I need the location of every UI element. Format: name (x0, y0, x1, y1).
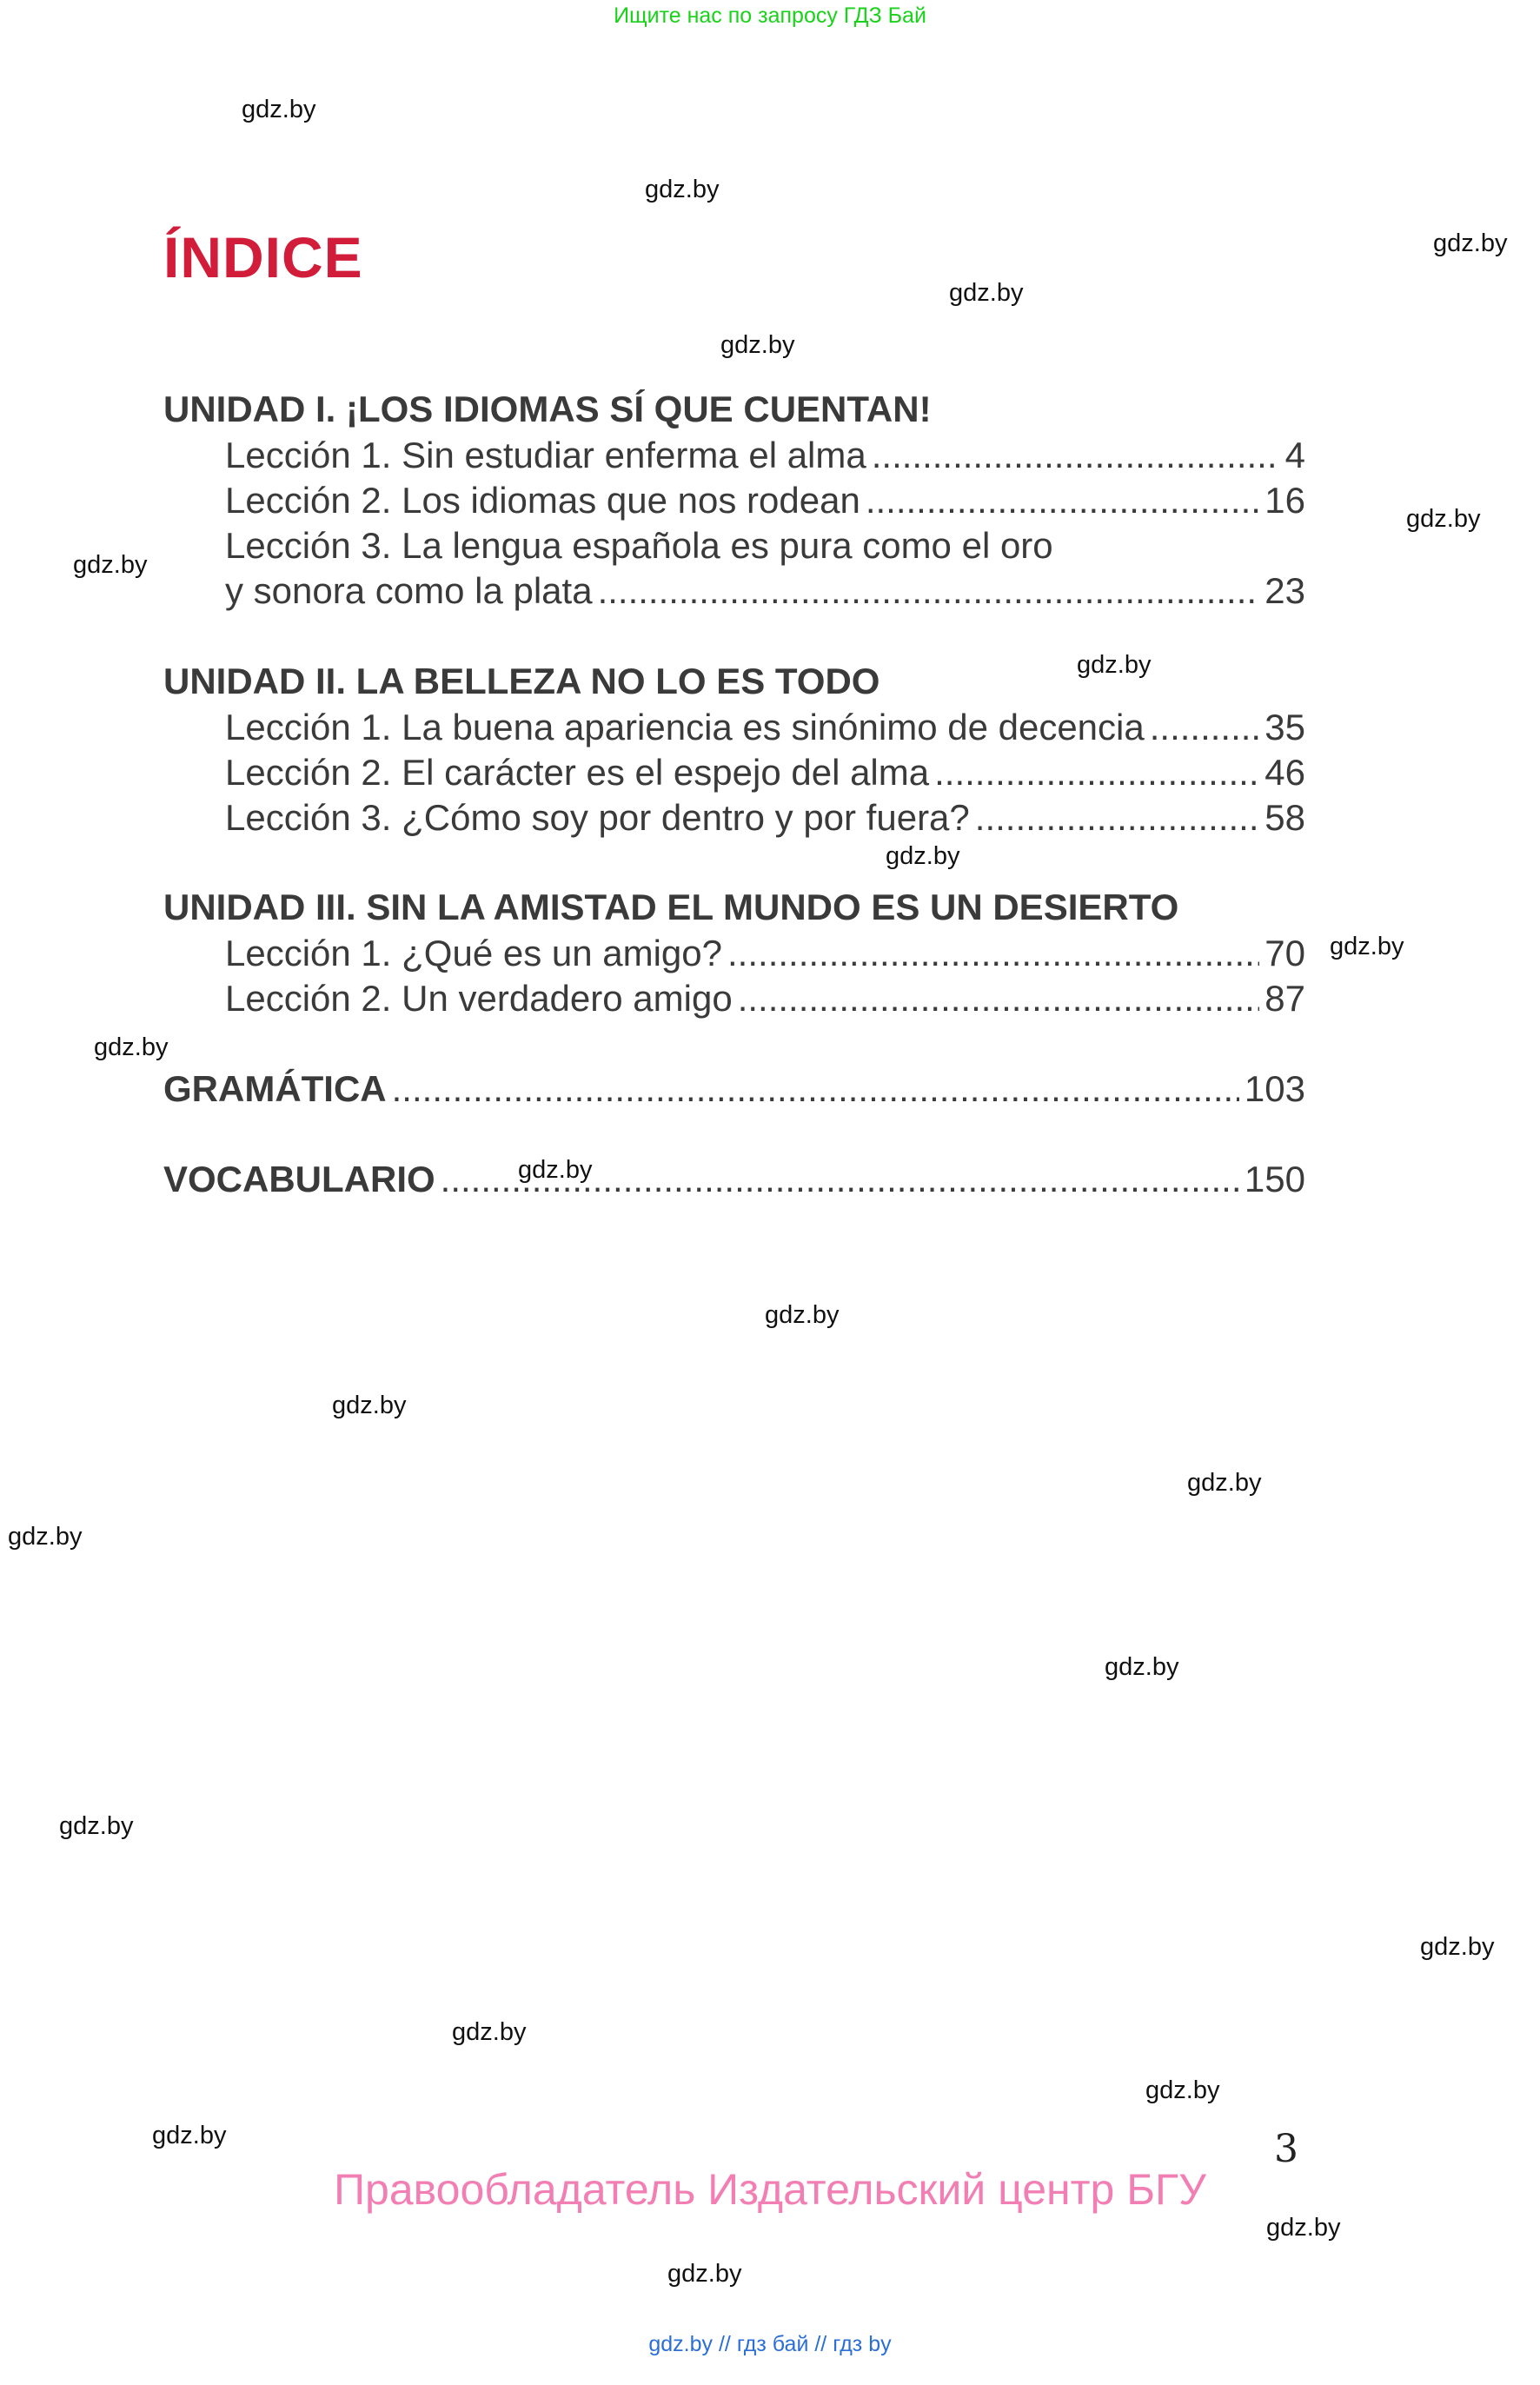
toc-entry-page: 16 (1265, 480, 1305, 521)
footer-links[interactable]: gdz.by // гдз бай // гдз by (648, 2332, 892, 2356)
toc-entry-page: 58 (1265, 797, 1305, 838)
watermark: gdz.by (645, 176, 720, 203)
unit-1-heading: UNIDAD I. ¡LOS IDIOMAS SÍ QUE CUENTAN! (163, 389, 932, 429)
toc-entry-line-1 (225, 525, 1305, 567)
toc-entry-label: Lección 1. La buena apariencia es sinónimo de decencia (225, 707, 1145, 747)
watermark: gdz.by (949, 279, 1024, 307)
watermark: gdz.by (59, 1812, 134, 1840)
toc-entry-page: 4 (1284, 435, 1305, 475)
top-banner[interactable]: Ищите нас по запросу ГДЗ Бай (614, 3, 926, 28)
toc-entry (225, 797, 1305, 839)
toc-entry-label-continued: y sonora como la plata (225, 570, 593, 611)
toc-entry-label: Lección 2. Los idiomas que nos rodean (225, 480, 860, 521)
toc-entry-label: Lección 3. ¿Cómo soy por dentro y por fuera? (225, 797, 970, 838)
watermark: gdz.by (720, 331, 795, 359)
toc-entry (225, 435, 1305, 476)
watermark: gdz.by (1105, 1653, 1179, 1681)
watermark: gdz.by (152, 2122, 227, 2149)
toc-section-grammar (163, 1068, 1305, 1110)
dot-leader (738, 978, 1260, 1020)
watermark: gdz.by (886, 842, 960, 870)
rights-holder-notice: Правообладатель Издательский центр БГУ (334, 2165, 1206, 2214)
toc-entry-label: Lección 3. La lengua española es pura como el oro (225, 525, 1053, 566)
dot-leader (866, 480, 1259, 522)
watermark: gdz.by (1330, 933, 1404, 960)
watermark: gdz.by (1145, 2076, 1220, 2104)
toc-entry-page: 70 (1265, 933, 1305, 973)
toc-entry (225, 978, 1305, 1020)
toc-entry-page: 23 (1265, 570, 1305, 611)
dot-leader (727, 933, 1259, 974)
dot-leader (975, 797, 1260, 839)
toc-section-label: GRAMÁTICA (163, 1068, 387, 1109)
watermark: gdz.by (242, 96, 316, 123)
toc-entry-page: 35 (1265, 707, 1305, 747)
unit-3-heading: UNIDAD III. SIN LA AMISTAD EL MUNDO ES UN DESIERTO (163, 887, 1179, 927)
dot-leader (598, 570, 1260, 612)
toc-section-page: 150 (1244, 1159, 1305, 1199)
toc-entry (225, 480, 1305, 522)
dot-leader (934, 752, 1259, 794)
toc-entry (225, 933, 1305, 974)
watermark: gdz.by (1077, 651, 1152, 679)
page-number: 3 (1274, 2127, 1298, 2171)
watermark: gdz.by (94, 1033, 169, 1061)
watermark: gdz.by (452, 2018, 527, 2046)
toc-section-vocabulary (163, 1159, 1305, 1200)
watermark: gdz.by (1406, 505, 1481, 533)
toc-section-label: VOCABULARIO (163, 1159, 435, 1199)
watermark: gdz.by (1433, 229, 1508, 257)
watermark: gdz.by (332, 1392, 407, 1419)
watermark: gdz.by (667, 2260, 742, 2288)
watermark: gdz.by (1187, 1469, 1262, 1497)
toc-entry-label: Lección 1. Sin estudiar enferma el alma (225, 435, 866, 475)
watermark: gdz.by (1420, 1933, 1495, 1961)
toc-entry-label: Lección 2. El carácter es el espejo del alma (225, 752, 930, 793)
toc-section-page: 103 (1244, 1068, 1305, 1109)
toc-entry (225, 707, 1305, 748)
dot-leader (392, 1068, 1239, 1110)
watermark: gdz.by (1266, 2214, 1341, 2242)
watermark: gdz.by (518, 1156, 593, 1184)
page-title: ÍNDICE (163, 225, 363, 289)
toc-entry-page: 87 (1265, 978, 1305, 1019)
toc-entry-label: Lección 1. ¿Qué es un amigo? (225, 933, 723, 973)
dot-leader (1150, 707, 1260, 748)
toc-entry (225, 752, 1305, 794)
watermark: gdz.by (8, 1523, 83, 1551)
unit-2-heading: UNIDAD II. LA BELLEZA NO LO ES TODO (163, 661, 880, 701)
watermark: gdz.by (73, 551, 148, 579)
toc-entry-page: 46 (1265, 752, 1305, 793)
watermark: gdz.by (765, 1301, 840, 1329)
dot-leader (872, 435, 1280, 476)
toc-entry-label: Lección 2. Un verdadero amigo (225, 978, 733, 1019)
toc-entry-line-2 (225, 570, 1305, 612)
